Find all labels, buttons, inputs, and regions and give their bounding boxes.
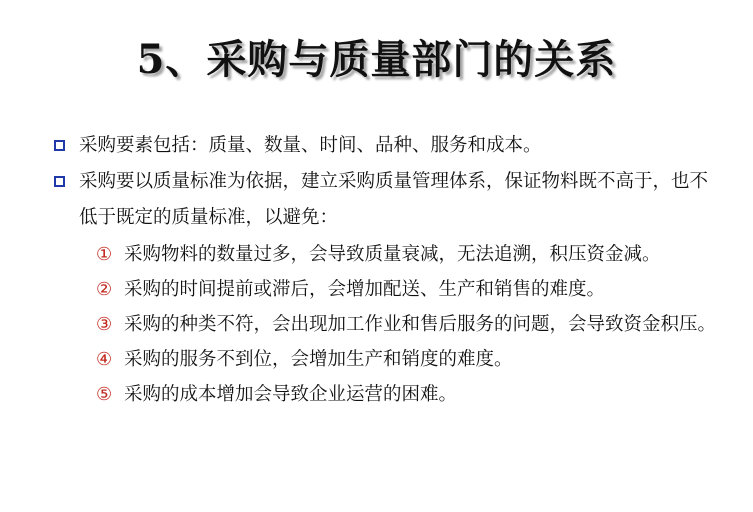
sub-item <box>96 378 716 411</box>
sub-list <box>96 238 716 411</box>
sub-item-number: ⑤ <box>96 384 113 405</box>
sub-item-text: 采购的种类不符，会出现加工作业和售后服务的问题，会导致资金积压。 <box>124 314 717 335</box>
bullet-item <box>54 164 724 236</box>
slide-title: 5、采购与质量部门的关系 <box>136 36 617 83</box>
square-bullet-icon <box>54 140 65 151</box>
sub-item-text: 采购物料的数量过多，会导致质量衰减，无法追溯，积压资金减。 <box>124 244 661 265</box>
sub-item-number: ④ <box>96 349 113 370</box>
sub-item-number: ② <box>96 279 113 300</box>
slide-content <box>54 128 724 411</box>
bullet-text: 采购要素包括：质量、数量、时间、品种、服务和成本。 <box>79 135 542 156</box>
sub-item-number: ③ <box>96 314 113 335</box>
sub-item-text: 采购的成本增加会导致企业运营的困难。 <box>124 384 458 405</box>
sub-item-text: 采购的时间提前或滞后，会增加配送、生产和销售的难度。 <box>124 279 606 300</box>
sub-item <box>96 238 716 271</box>
bullet-text: 采购要以质量标准为依据，建立采购质量管理体系，保证物料既不高于，也不低于既定的质量标准，以避免： <box>79 171 709 228</box>
bullet-item <box>54 128 724 164</box>
sub-item <box>96 343 716 376</box>
sub-item <box>96 308 716 341</box>
sub-item <box>96 273 716 306</box>
sub-item-number: ① <box>96 244 113 265</box>
square-bullet-icon <box>54 176 65 187</box>
sub-item-text: 采购的服务不到位，会增加生产和销度的难度。 <box>124 349 513 370</box>
